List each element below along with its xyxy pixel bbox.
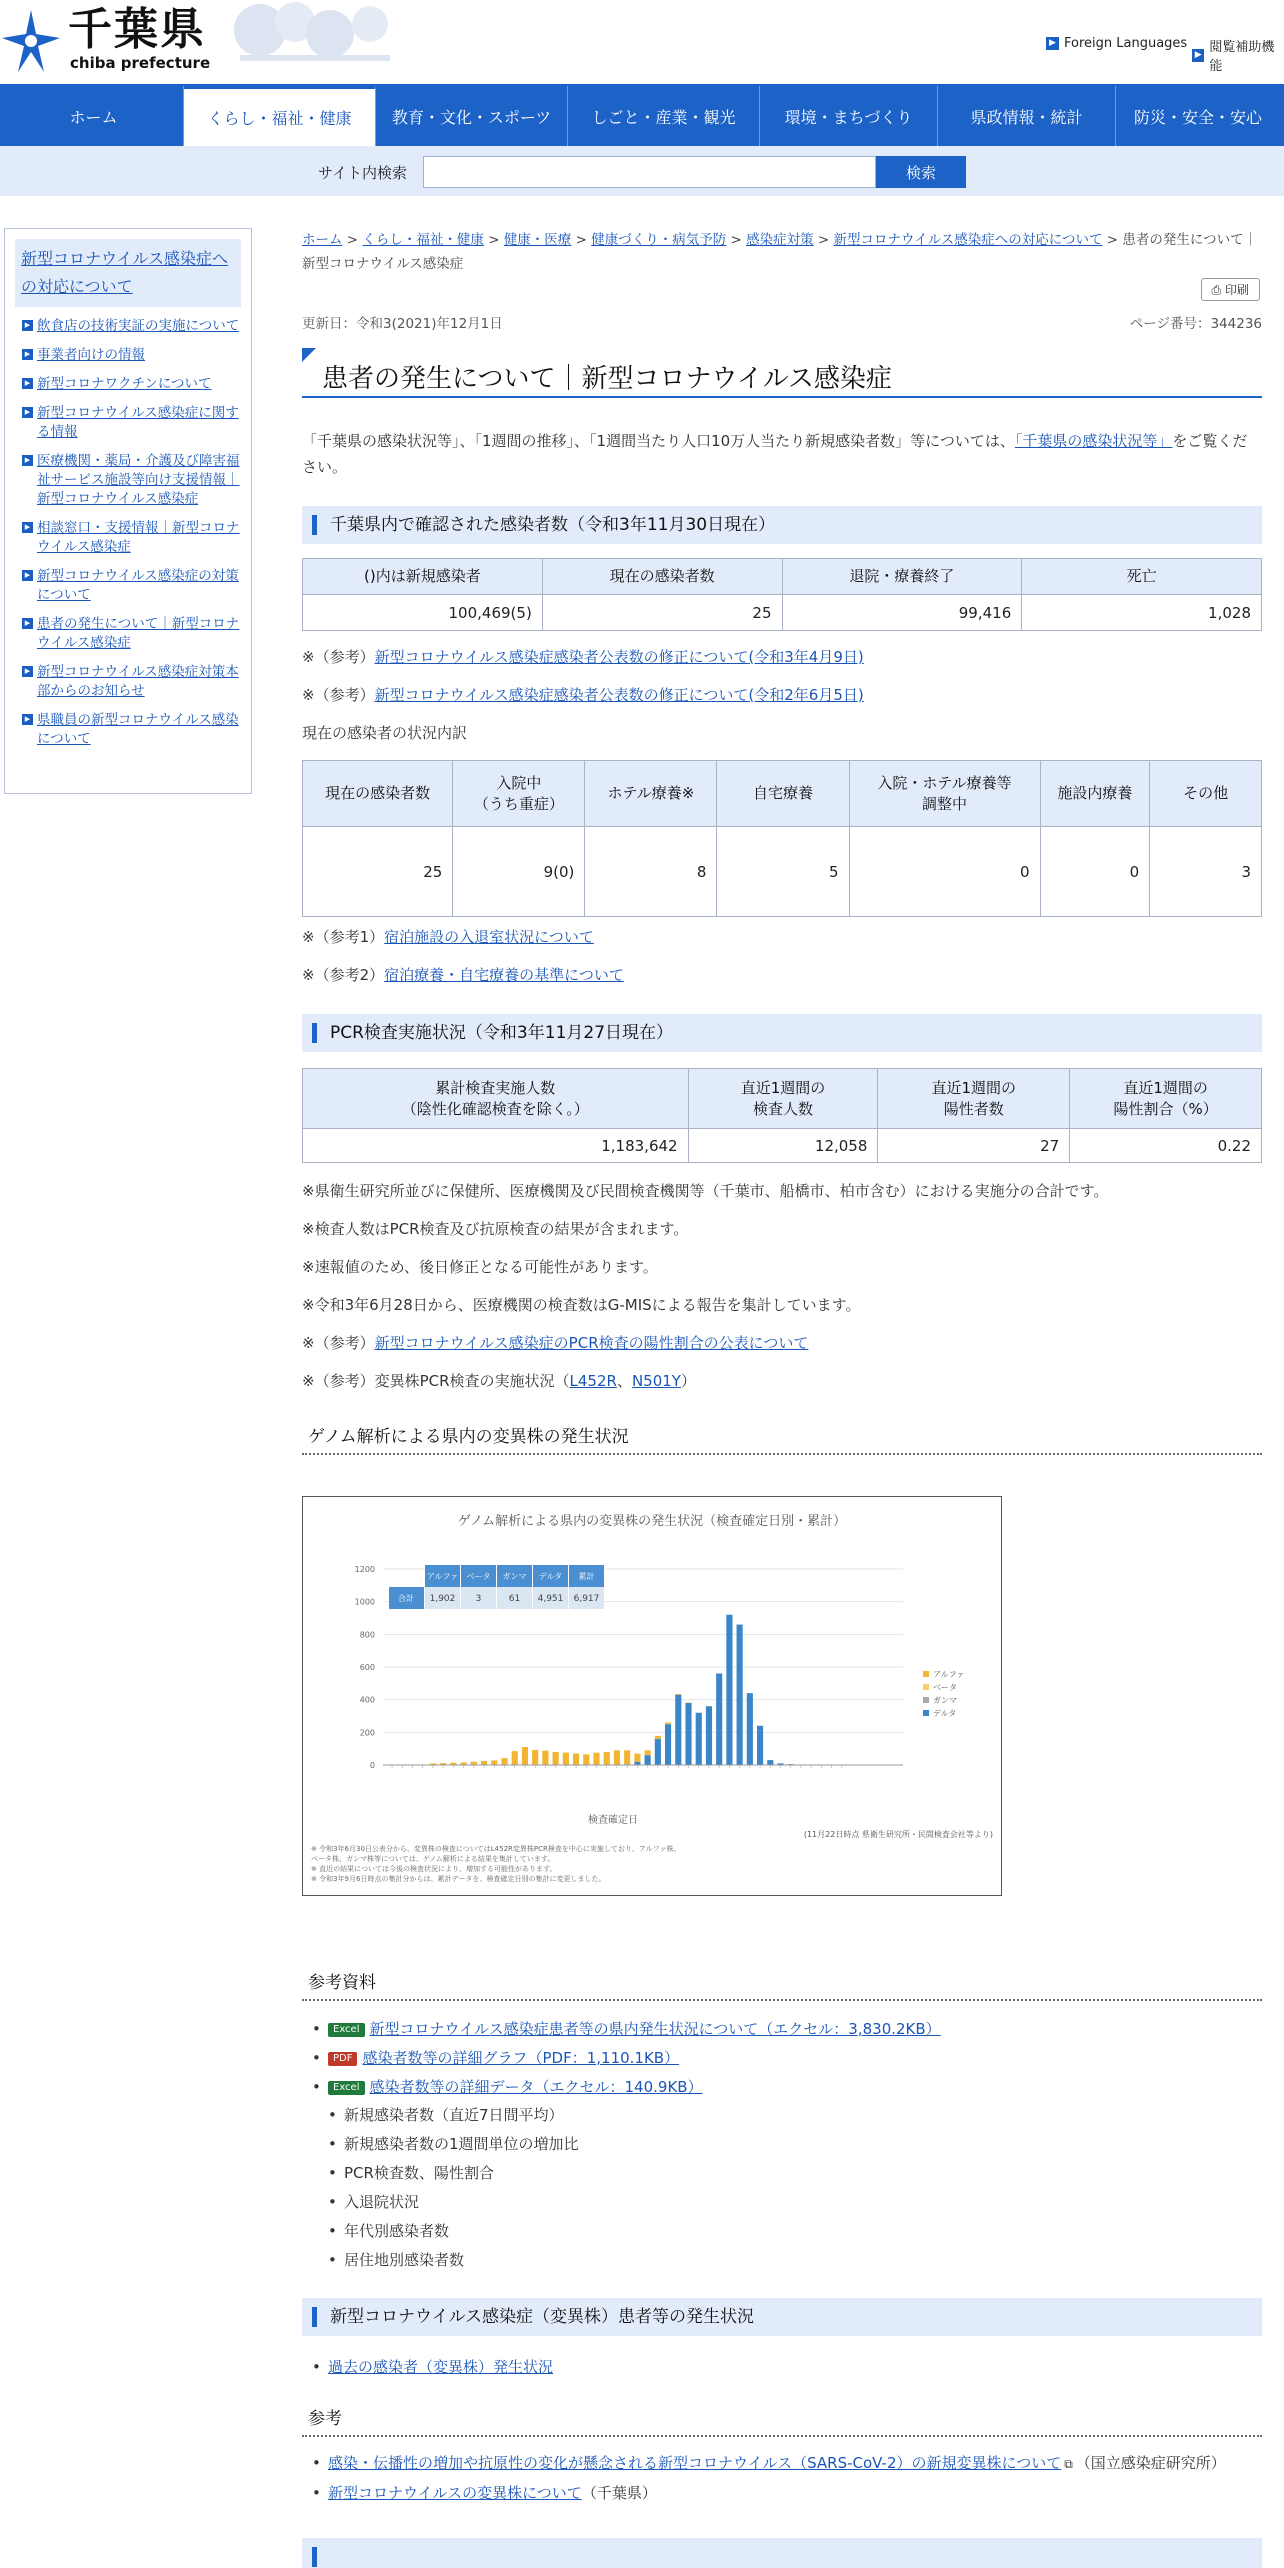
- list-item: [312, 2076, 1252, 2271]
- confirmed-note-1: [302, 646, 864, 668]
- table-cell: 0: [849, 827, 1040, 917]
- bar-segment: [583, 1754, 589, 1765]
- list-item: [312, 2452, 1262, 2475]
- summary-value: 3: [475, 1594, 482, 1604]
- table-cell: 1,028: [1022, 595, 1262, 631]
- table-row: [303, 827, 1262, 917]
- bar-segment: [573, 1754, 579, 1765]
- bar-segment: [553, 1752, 559, 1765]
- table-header-cell: 累計検査実施人数 （陰性化確認検査を除く。）: [303, 1069, 689, 1129]
- excel-file-icon: Excel: [328, 2023, 365, 2037]
- bar-segment: [655, 1739, 661, 1765]
- confirmed-cases-table: [302, 558, 1262, 631]
- bar-segment: [532, 1750, 538, 1765]
- note-suffix: ）: [680, 1372, 696, 1390]
- nav-item-education-culture-sports[interactable]: 教育・文化・スポーツ: [376, 86, 568, 146]
- pcr-table: [302, 1068, 1262, 1163]
- breadcrumb-separator: >: [730, 232, 742, 248]
- printer-icon: ⎙: [1211, 283, 1222, 297]
- arrow-right-icon: ▶: [22, 666, 33, 677]
- note-prefix: ※（参考）: [302, 686, 375, 704]
- variant-chart: [302, 1496, 1002, 1896]
- bar-segment: [706, 1706, 712, 1765]
- l452r-link[interactable]: L452R: [569, 1372, 617, 1390]
- breadcrumb-link[interactable]: ホーム: [302, 232, 343, 248]
- chart-footnote: ベータ株、ガンマ株等については、ゲノム解析による結果を集計しています。: [311, 1855, 555, 1863]
- summary-header-label: アルファ: [426, 1572, 459, 1581]
- summary-value: 1,902: [429, 1594, 456, 1604]
- table-header-cell: その他: [1150, 761, 1262, 827]
- table-cell: 27: [878, 1129, 1070, 1163]
- table-header-cell: 死亡: [1022, 559, 1262, 595]
- variant-heading: 新型コロナウイルス感染症（変異株）患者等の発生状況: [302, 2298, 1262, 2336]
- pcr-note: ※県衛生研究所並びに保健所、医療機関及び民間検査機関等（千葉市、船橋市、柏市含む）における実施分の合計です。: [302, 1182, 1109, 1200]
- table-cell: 99,416: [782, 595, 1022, 631]
- table-cell: 25: [542, 595, 782, 631]
- table-header-cell: 直近1週間の 陽性者数: [878, 1069, 1070, 1129]
- sidebar-item[interactable]: [5, 663, 251, 701]
- correction-link-r3[interactable]: 新型コロナウイルス感染症感染者公表数の修正について(令和3年4月9日): [374, 648, 864, 666]
- y-tick-label: 1200: [354, 1565, 375, 1574]
- legend-label: ガンマ: [933, 1696, 957, 1705]
- infection-status-link[interactable]: 「千葉県の感染状況等」: [1014, 432, 1173, 450]
- file-link[interactable]: 感染者数等の詳細グラフ（PDF：1,110.1KB）: [362, 2049, 680, 2067]
- arrow-right-icon: ▶: [22, 378, 33, 389]
- table-header-row: [303, 1069, 1262, 1129]
- list-item: [312, 2356, 1252, 2378]
- sidebar-item[interactable]: [5, 711, 251, 749]
- bar-segment: [542, 1751, 548, 1765]
- sidebar-item-link[interactable]: 飲食店の技術実証の実施について: [37, 318, 240, 334]
- sidebar-heading: [15, 239, 241, 307]
- bar-segment: [481, 1761, 487, 1765]
- confirmed-cases-heading: 千葉県内で確認された感染者数（令和3年11月30日現在）: [302, 506, 1262, 544]
- table-header-cell: 直近1週間の 検査人数: [688, 1069, 878, 1129]
- pcr-heading: PCR検査実施状況（令和3年11月27日現在）: [302, 1014, 1262, 1052]
- arrow-right-icon: ▶: [22, 349, 33, 360]
- external-link-icon: ⧉: [1064, 2457, 1073, 2471]
- table-header-cell: 現在の感染者数: [542, 559, 782, 595]
- recuperation-criteria-link[interactable]: 宿泊療養・自宅療養の基準について: [384, 966, 624, 984]
- bar-segment: [757, 1726, 763, 1765]
- arrow-right-icon: ▶: [1046, 37, 1059, 50]
- page-title: 患者の発生について｜新型コロナウイルス感染症: [302, 348, 1262, 398]
- table-header-cell: ホテル療養※: [585, 761, 717, 827]
- accessibility-label: 閲覧補助機能: [1209, 40, 1275, 74]
- x-axis-label: 検査確定日: [588, 1815, 638, 1826]
- bar-segment: [491, 1760, 497, 1765]
- positivity-rate-link[interactable]: 新型コロナウイルス感染症のPCR検査の陽性割合の公表について: [374, 1334, 809, 1352]
- bar-segment: [726, 1615, 732, 1765]
- sidebar-item-link[interactable]: 患者の発生について｜新型コロナウイルス感染症: [37, 616, 240, 651]
- references-heading: 参考資料: [302, 1968, 1262, 2001]
- page-number: ページ番号：344236: [1129, 316, 1262, 332]
- breadcrumb-separator: >: [575, 232, 587, 248]
- arrow-right-icon: ▶: [22, 714, 33, 725]
- list-item: • 居住地別感染者数: [328, 2249, 1252, 2271]
- search-label: サイト内検索: [318, 164, 407, 182]
- search-button[interactable]: 検索: [876, 156, 966, 188]
- foreign-languages-link[interactable]: [1046, 36, 1187, 51]
- pcr-note: ※令和3年6月28日から、医療機関の検査数はG-MISによる報告を集計しています。: [302, 1296, 861, 1314]
- table-cell: 100,469(5): [303, 595, 543, 631]
- source-label: （国立感染症研究所）: [1075, 2454, 1226, 2472]
- bar-segment: [563, 1753, 569, 1765]
- pcr-note: ※検査人数はPCR検査及び抗原検査の結果が含まれます。: [302, 1220, 689, 1238]
- table-cell: 5: [717, 827, 849, 917]
- hotel-occupancy-link[interactable]: 宿泊施設の入退室状況について: [384, 928, 594, 946]
- breadcrumb: [302, 228, 1262, 276]
- summary-row-label: 合計: [398, 1594, 414, 1603]
- legend-label: デルタ: [933, 1709, 957, 1718]
- foreign-languages-label: Foreign Languages: [1064, 36, 1188, 51]
- bar-segment: [655, 1736, 661, 1739]
- table-header-cell: 施設内療養: [1040, 761, 1150, 827]
- table-cell: 12,058: [688, 1129, 878, 1163]
- genome-heading: ゲノム解析による県内の変異株の発生状況: [302, 1422, 1262, 1455]
- excel-file-icon: Excel: [328, 2081, 365, 2095]
- sidebar-item-link[interactable]: 県職員の新型コロナウイルス感染について: [37, 712, 239, 747]
- site-search-bar: [0, 146, 1284, 196]
- list-item: • 新規感染者数の1週間単位の増加比: [328, 2133, 1252, 2155]
- nav-item-environment-town[interactable]: 環境・まちづくり: [760, 86, 938, 146]
- y-tick-label: 600: [359, 1663, 375, 1672]
- chiba-emblem-icon[interactable]: [0, 8, 62, 74]
- note-prefix: ※（参考2）: [302, 966, 385, 984]
- sidebar-item-link[interactable]: 新型コロナウイルス感染症に関する情報: [37, 405, 239, 440]
- breakdown-note-2: [302, 964, 624, 986]
- sidebar-item-link[interactable]: 新型コロナウイルス感染症対策本部からのお知らせ: [37, 664, 239, 699]
- sidebar-item[interactable]: [5, 615, 251, 653]
- bar-segment: [645, 1755, 651, 1765]
- arrow-right-icon: ▶: [22, 455, 33, 466]
- breakdown-table: [302, 760, 1262, 917]
- search-input[interactable]: [423, 156, 876, 188]
- sidebar-item-link[interactable]: 新型コロナウイルス感染症の対策について: [37, 568, 239, 603]
- list-item: • 年代別感染者数: [328, 2220, 1252, 2242]
- pdf-file-icon: PDF: [328, 2052, 357, 2066]
- legend-swatch: [923, 1671, 929, 1677]
- correction-link-r2[interactable]: 新型コロナウイルス感染症感染者公表数の修正について(令和2年6月5日): [374, 686, 864, 704]
- accessibility-link[interactable]: [1192, 36, 1284, 74]
- list-item: • 入退院状況: [328, 2191, 1252, 2213]
- references-list: [312, 2018, 1252, 2278]
- bar-segment: [593, 1753, 599, 1765]
- table-header-cell: 現在の感染者数: [303, 761, 453, 827]
- table-cell: 0: [1040, 827, 1150, 917]
- table-cell: 8: [585, 827, 717, 917]
- next-section-heading: [302, 2538, 1262, 2568]
- bar-segment: [767, 1760, 773, 1765]
- nav-item-home[interactable]: ホーム: [4, 86, 184, 146]
- summary-header-label: ベータ: [466, 1572, 491, 1581]
- site-header: [0, 0, 1284, 84]
- sidebar-item-link[interactable]: 相談窓口・支援情報｜新型コロナウイルス感染症: [37, 520, 240, 555]
- list-item: [312, 2482, 1262, 2504]
- intro-text: [302, 428, 1262, 480]
- y-tick-label: 800: [359, 1630, 375, 1640]
- summary-value: 61: [508, 1594, 521, 1604]
- page-meta: [302, 312, 1262, 332]
- summary-value: 6,917: [573, 1594, 600, 1604]
- y-tick-label: 200: [359, 1728, 375, 1738]
- reference-heading: 参考: [302, 2404, 1262, 2437]
- nav-item-work-industry-tourism[interactable]: しごと・産業・観光: [568, 86, 760, 146]
- y-tick-label: 400: [359, 1695, 375, 1705]
- separator: 、: [616, 1372, 632, 1390]
- note-prefix: ※（参考1）: [302, 928, 385, 946]
- sidebar-item[interactable]: [5, 519, 251, 557]
- table-cell: 25: [303, 827, 453, 917]
- nav-item-prefectural-info[interactable]: 県政情報・統計: [938, 86, 1116, 146]
- bar-segment: [624, 1750, 630, 1764]
- bar-segment: [675, 1694, 681, 1695]
- table-row: [303, 595, 1262, 631]
- logo-title[interactable]: 千葉県: [68, 4, 206, 55]
- breakdown-note-1: [302, 926, 594, 948]
- nav-item-disaster-safety[interactable]: 防災・安全・安心: [1133, 107, 1262, 127]
- chart-source-note: (11月22日時点 県衛生研究所・民間検査会社等より): [803, 1830, 993, 1839]
- chart-footnote: ※ 直近の結果については今後の検査状況により、増加する可能性があります。: [311, 1865, 557, 1873]
- table-header-cell: 入院・ホテル療養等 調整中: [849, 761, 1040, 827]
- summary-header-label: デルタ: [538, 1572, 563, 1581]
- confirmed-note-2: [302, 684, 864, 706]
- sidebar-heading-link[interactable]: 新型コロナウイルス感染症への対応について: [21, 249, 229, 296]
- source-label: （千葉県）: [581, 2484, 657, 2502]
- pcr-note: ※速報値のため、後日修正となる可能性があります。: [302, 1258, 658, 1276]
- arrow-right-icon: ▶: [1192, 49, 1204, 62]
- breadcrumb-link[interactable]: 新型コロナウイルス感染症への対応について: [833, 232, 1103, 248]
- bar-segment: [737, 1625, 743, 1765]
- main-content: [302, 228, 1262, 2502]
- bar-segment: [634, 1754, 640, 1762]
- bar-segment: [604, 1752, 610, 1765]
- pcr-ref-1: [302, 1332, 808, 1354]
- table-header-cell: ()内は新規感染者: [303, 559, 543, 595]
- y-tick-label: 0: [369, 1761, 375, 1770]
- bar-segment: [665, 1724, 671, 1765]
- n501y-link[interactable]: N501Y: [631, 1372, 681, 1390]
- table-header-cell: 入院中 （うち重症）: [453, 761, 585, 827]
- table-cell: 1,183,642: [303, 1129, 689, 1163]
- list-item: • 新規感染者数（直近7日間平均）: [328, 2104, 1252, 2126]
- chart-footnote: ※ 令和3年9月6日時点の集計分からは、累計データを、検査確定日別の集計に変更しました。: [311, 1875, 606, 1883]
- arrow-right-icon: ▶: [22, 522, 33, 533]
- nav-item-life-welfare-health[interactable]: くらし・福祉・健康: [184, 86, 376, 146]
- table-header-cell: 直近1週間の 陽性割合（%）: [1070, 1069, 1262, 1129]
- legend-label: アルファ: [933, 1670, 965, 1679]
- sidebar-item[interactable]: [5, 567, 251, 605]
- file-link[interactable]: 新型コロナウイルス感染症患者等の県内発生状況について（エクセル：3,830.2KB）: [369, 2020, 941, 2038]
- note-prefix: ※（参考）変異株PCR検査の実施状況（: [302, 1372, 570, 1390]
- print-button[interactable]: [1201, 278, 1260, 301]
- legend-label: ベータ: [933, 1683, 957, 1692]
- breadcrumb-current: 患者の発生について｜新型コロナウイルス感染症: [302, 232, 1258, 272]
- past-variant-link[interactable]: 過去の感染者（変異株）発生状況: [328, 2358, 554, 2376]
- sidebar-item[interactable]: [5, 375, 251, 394]
- list-item: [312, 2018, 1252, 2040]
- intro-text-post: をご覧ください。: [302, 432, 1248, 476]
- table-header-cell: 退院・療養終了: [782, 559, 1022, 595]
- table-header-row: [303, 559, 1262, 595]
- breadcrumb-separator: >: [817, 232, 830, 248]
- chart-footnote: ※ 令和3年6月30日公表分から、変異株の検査についてはL452R変異株PCR検査を中心に実施しており、アルファ株、: [311, 1845, 681, 1853]
- sidebar-item-link[interactable]: 新型コロナワクチンについて: [37, 376, 212, 392]
- sidebar-item-link[interactable]: 医療機関・薬局・介護及び障害福祉サービス施設等向け支援情報｜新型コロナウイルス感染症: [37, 453, 240, 507]
- bar-segment: [645, 1750, 651, 1755]
- updated-date: 更新日：令和3(2021)年12月1日: [302, 316, 503, 332]
- summary-header-label: 累計: [578, 1572, 595, 1581]
- legend-swatch: [923, 1710, 929, 1716]
- bar-segment: [696, 1713, 702, 1765]
- arrow-right-icon: ▶: [22, 570, 33, 581]
- bar-segment: [522, 1747, 528, 1765]
- table-header-row: [303, 761, 1262, 827]
- list-item: [312, 2047, 1252, 2069]
- print-label: 印刷: [1224, 283, 1249, 297]
- note-prefix: ※（参考）: [302, 1334, 375, 1352]
- breakdown-caption: 現在の感染者の状況内訳: [302, 724, 468, 742]
- table-header-cell: 自宅療養: [717, 761, 849, 827]
- intro-text-pre: 「千葉県の感染状況等」、「1週間の推移」、「1週間当たり人口10万人当たり新規感染者数」等については、: [302, 432, 1015, 450]
- header-decoration-icon: [200, 0, 430, 84]
- y-tick-label: 1000: [354, 1597, 375, 1607]
- table-cell: 9(0): [453, 827, 585, 917]
- pcr-ref-2: [302, 1370, 696, 1392]
- table-row: [303, 1129, 1262, 1163]
- breadcrumb-link[interactable]: 健康づくり・病気予防: [591, 232, 727, 248]
- breadcrumb-separator: >: [1106, 232, 1119, 248]
- sidebar-nav: [4, 228, 252, 794]
- sidebar-item[interactable]: [5, 404, 251, 442]
- chiba-variant-link[interactable]: 新型コロナウイルスの変異株について: [328, 2484, 582, 2502]
- legend-swatch: [923, 1684, 929, 1690]
- breadcrumb-link[interactable]: 健康・医療: [503, 232, 572, 248]
- logo-subtitle: chiba prefecture: [70, 54, 211, 72]
- list-item: • PCR検査数、陽性割合: [328, 2162, 1252, 2184]
- note-prefix: ※（参考）: [302, 648, 375, 666]
- bar-segment: [614, 1750, 620, 1765]
- variant-chart-svg: [303, 1497, 1001, 1895]
- sidebar-item[interactable]: [5, 346, 251, 365]
- bar-segment: [716, 1674, 722, 1765]
- data-contents-list: [328, 2104, 1252, 2271]
- breadcrumb-link[interactable]: くらし・福祉・健康: [362, 232, 484, 248]
- chart-title: ゲノム解析による県内の変異株の発生状況（検査確定日別・累計）: [457, 1514, 847, 1529]
- bar-segment: [747, 1693, 753, 1765]
- sidebar-item-link[interactable]: 事業者向けの情報: [37, 347, 145, 363]
- sidebar-item[interactable]: [5, 452, 251, 509]
- sidebar-item[interactable]: [5, 317, 251, 336]
- global-nav: [0, 84, 1284, 146]
- arrow-right-icon: ▶: [22, 618, 33, 629]
- bar-segment: [512, 1751, 518, 1765]
- bar-segment: [685, 1703, 691, 1765]
- reference-list: [312, 2452, 1262, 2511]
- bar-segment: [675, 1695, 681, 1765]
- variant-list: [312, 2356, 1252, 2385]
- bar-segment: [501, 1758, 507, 1765]
- arrow-right-icon: ▶: [22, 320, 33, 331]
- summary-value: 4,951: [537, 1594, 564, 1604]
- arrow-right-icon: ▶: [22, 407, 33, 418]
- file-link[interactable]: 感染者数等の詳細データ（エクセル：140.9KB）: [369, 2078, 703, 2096]
- bar-segment: [665, 1723, 671, 1725]
- summary-header-label: ガンマ: [502, 1572, 527, 1581]
- breadcrumb-separator: >: [346, 232, 359, 248]
- table-cell: 0.22: [1070, 1129, 1262, 1163]
- breadcrumb-link[interactable]: 感染症対策: [746, 232, 814, 248]
- breadcrumb-separator: >: [488, 232, 500, 248]
- table-cell: 3: [1150, 827, 1262, 917]
- niid-variant-link[interactable]: 感染・伝播性の増加や抗原性の変化が懸念される新型コロナウイルス（SARS-CoV-2）の新規変異株について: [328, 2454, 1062, 2472]
- legend-swatch: [923, 1697, 929, 1703]
